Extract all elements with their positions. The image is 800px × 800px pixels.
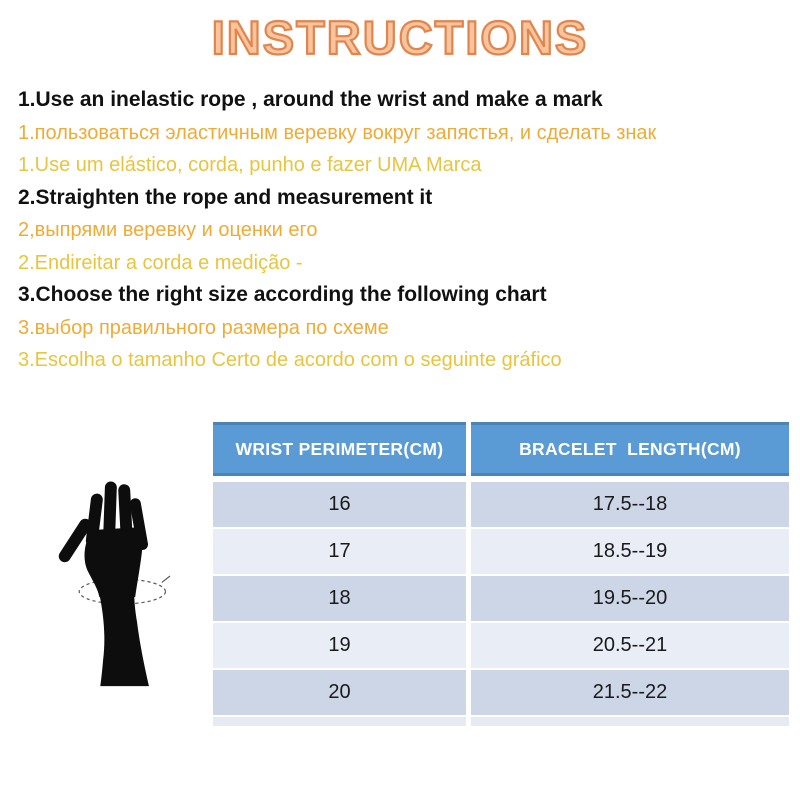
instruction-2-english: 2.Straighten the rope and measurement it [18, 185, 433, 209]
wrist-perimeter-value: 16 [213, 482, 466, 527]
measure-tick [162, 576, 170, 582]
instruction-3-portuguese: 3.Escolha o tamanho Certo de acordo com o seguinte gráfico [18, 349, 562, 371]
table-header-row [213, 422, 789, 476]
instruction-1-russian: 1.пользоваться эластичным веревку вокруг запястья, и сделать знак [18, 121, 657, 144]
instruction-1-portuguese: 1.Use um elástico, corda, punho e fazer UMA Marca [18, 154, 482, 176]
wrist-perimeter-value: 17 [213, 529, 466, 574]
bracelet-length-value: 19.5--20 [471, 576, 789, 621]
wrist-perimeter-value: 18 [213, 576, 466, 621]
wrist-perimeter-value: 19 [213, 623, 466, 668]
page-title: INSTRUCTIONS [211, 11, 589, 64]
bracelet-length-value: 17.5--18 [471, 482, 789, 527]
table-row [213, 482, 789, 527]
bracelet-length-value: 20.5--21 [471, 623, 789, 668]
hand-wrist-measure-icon [48, 476, 204, 698]
bracelet-length-value: 21.5--22 [471, 670, 789, 715]
table-row [213, 529, 789, 574]
instruction-1-english: 1.Use an inelastic rope , around the wrist and make a mark [18, 88, 603, 111]
table-body [213, 482, 789, 726]
bracelet-length-value: 18.5--19 [471, 529, 789, 574]
table-bottom-edge [213, 717, 789, 726]
wrist-perimeter-value: 20 [213, 670, 466, 715]
instruction-2-russian: 2,выпрями веревку и оценки его [18, 219, 318, 241]
header-bracelet-length: BRACELET LENGTH(CM) [471, 422, 789, 476]
table-row [213, 623, 789, 668]
instruction-3-russian: 3.выбор правильного размера по схеме [18, 316, 389, 339]
size-chart-table [213, 422, 789, 726]
table-row [213, 670, 789, 715]
header-wrist-perimeter: WRIST PERIMETER(CM) [213, 422, 466, 476]
hand-silhouette [56, 481, 148, 686]
instruction-list [18, 84, 793, 377]
instruction-2-portuguese: 2.Endireitar a corda e medição - [18, 251, 303, 274]
table-row [213, 576, 789, 621]
hand-silhouette-illustration [48, 476, 204, 698]
instruction-3-english: 3.Choose the right size according the following chart [18, 283, 547, 306]
